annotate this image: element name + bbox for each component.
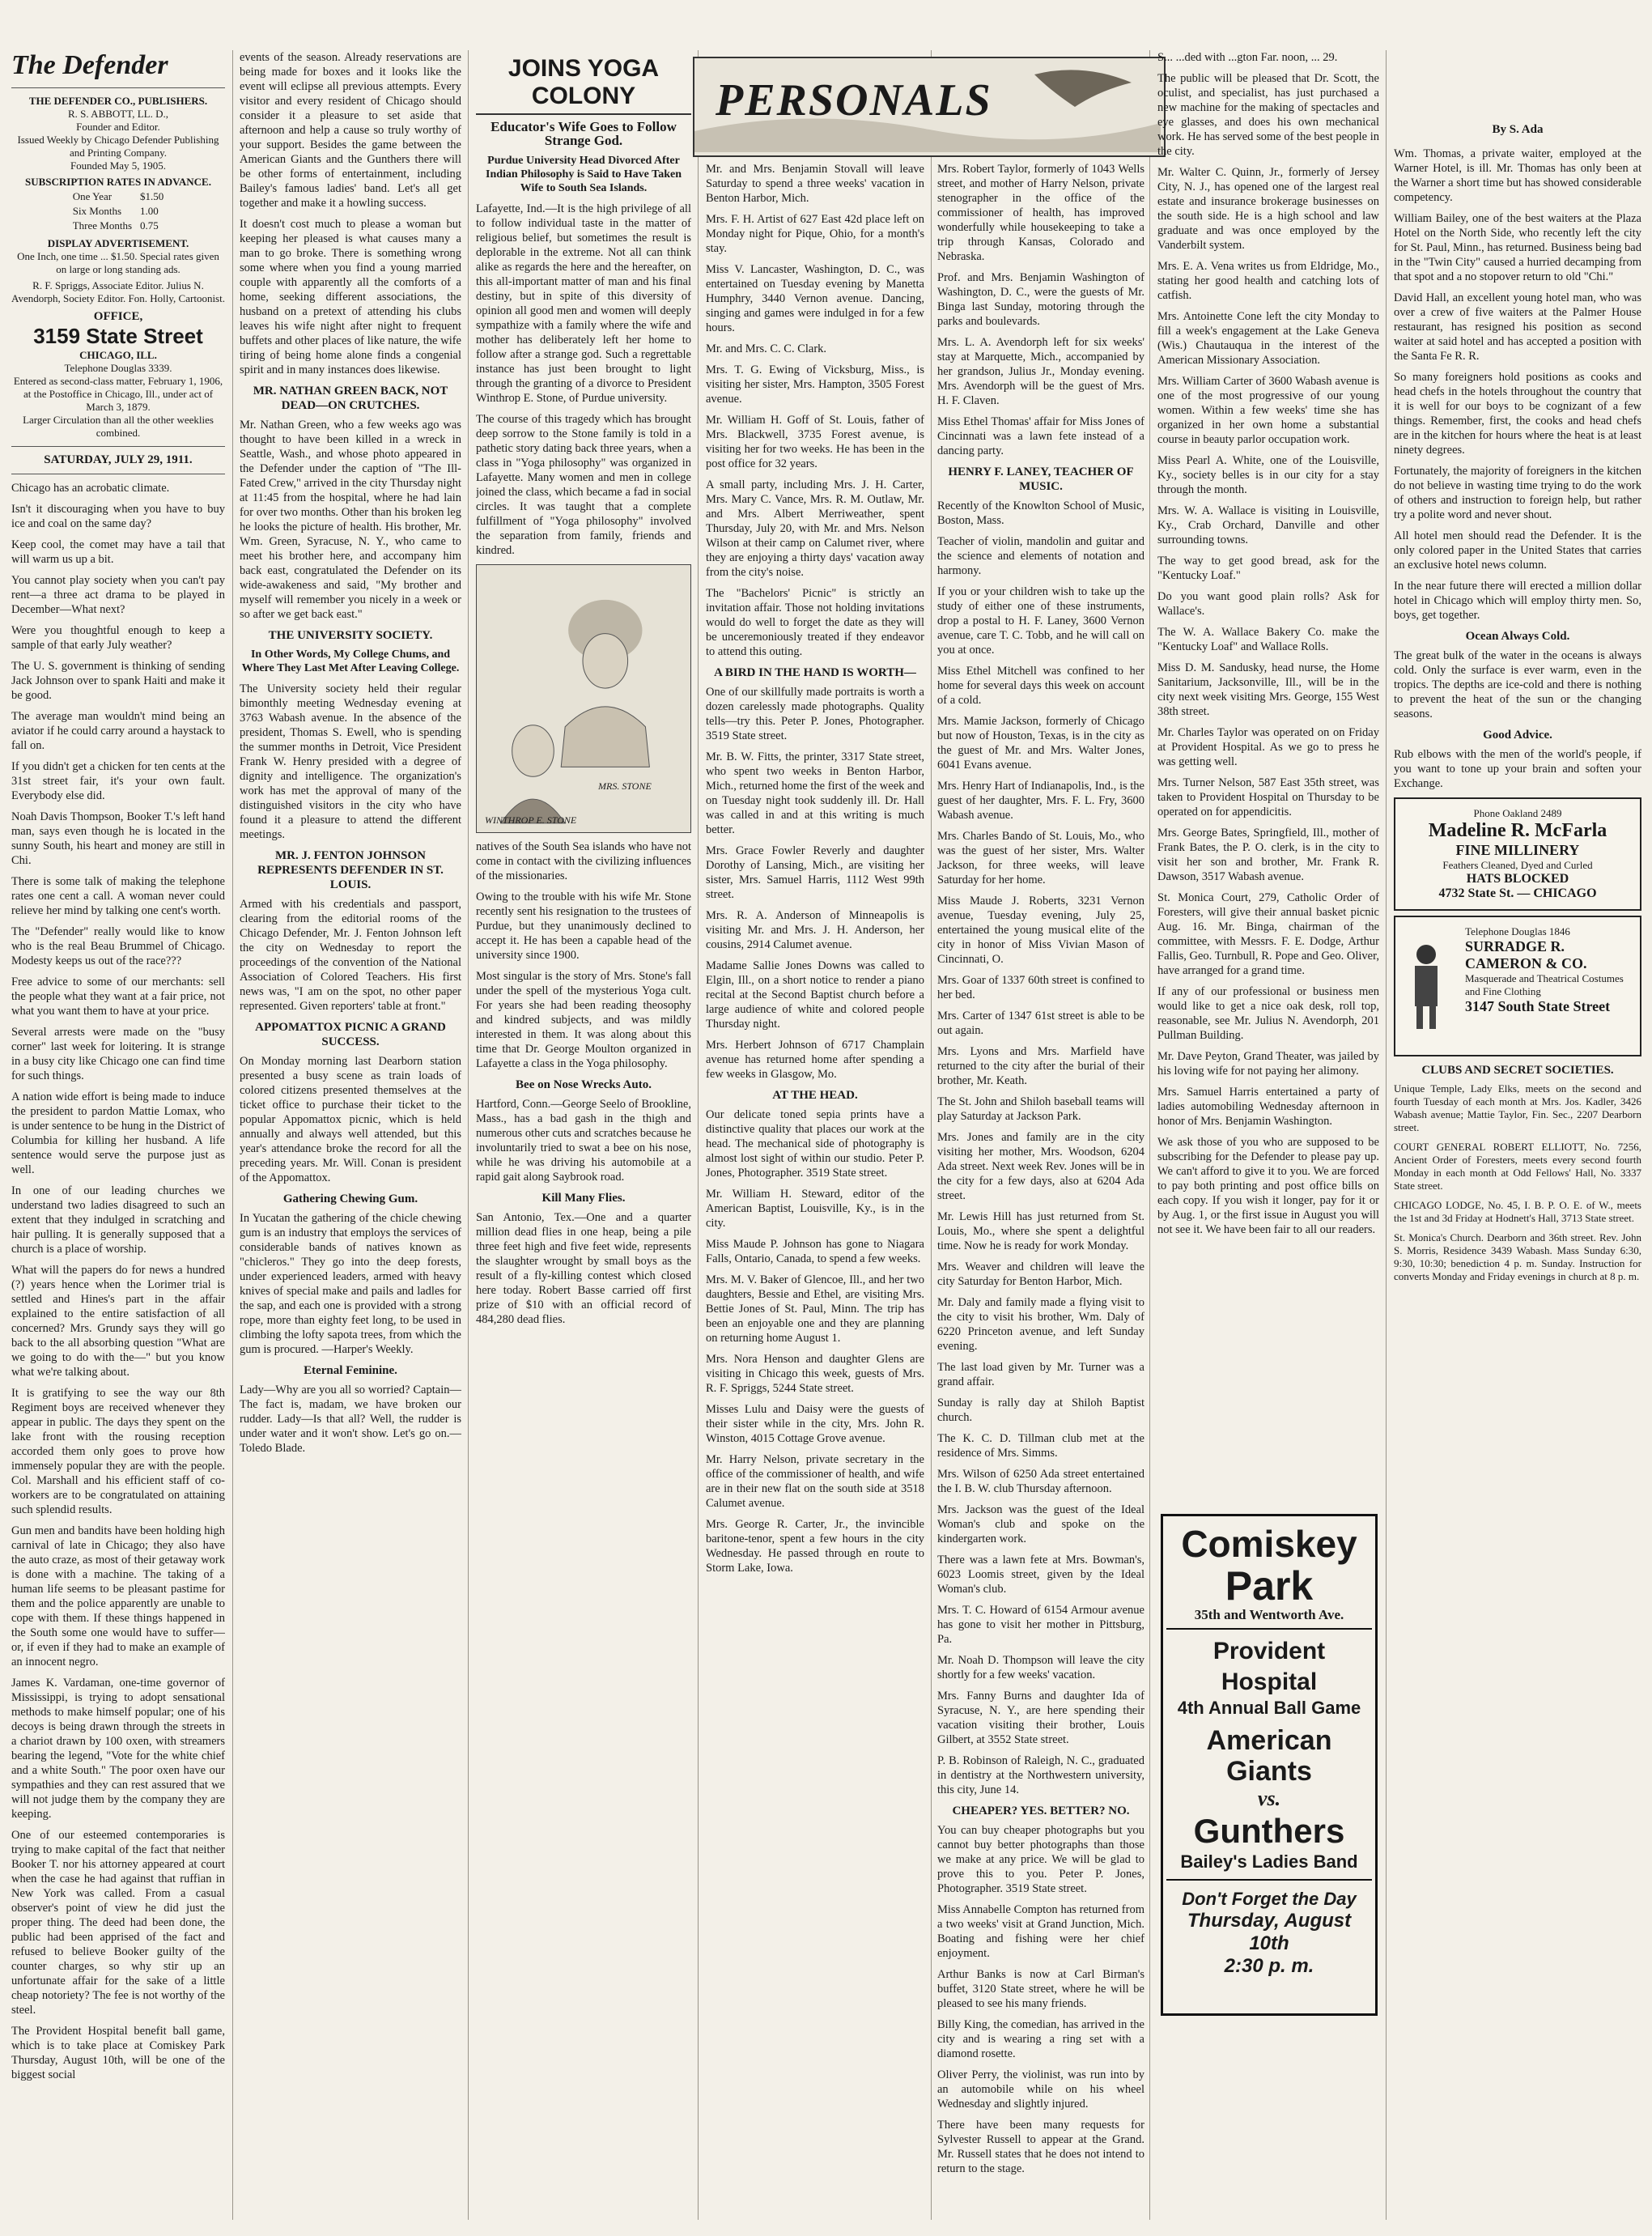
ad-detail: Feathers Cleaned, Dyed and Curled xyxy=(1442,859,1593,871)
circulation-line: Larger Circulation than all the other weeklies combined. xyxy=(23,414,214,439)
paragraph: One of our skillfully made portraits is worth a dozen carelessly made photographs. Quality tells—try this. Peter P. Jones, Photographer. 3519 State street. xyxy=(706,686,924,742)
ad-phone: Phone Oakland 2489 xyxy=(1473,807,1562,819)
paragraph: Mrs. F. H. Artist of 627 East 42d place left on Monday night for Pique, Ohio, for a month's stay. xyxy=(706,213,924,255)
column-two xyxy=(240,50,461,2220)
issued-line: Issued Weekly by Chicago Defender Publishing and Printing Company. xyxy=(17,134,219,159)
column-seven xyxy=(1394,50,1641,2220)
ad-line: 35th and Wentworth Ave. xyxy=(1166,1607,1372,1630)
paragraph: Chicago has an acrobatic climate. xyxy=(11,482,170,495)
paragraph: Mrs. Henry Hart of Indianapolis, Ind., is the guest of her daughter, Mrs. F. L. Fry, 3600 Wabash avenue. xyxy=(937,780,1145,822)
ad-line: Thursday, August 10th xyxy=(1187,1910,1352,1954)
paragraph: Mrs. Lyons and Mrs. Marfield have returned to the city after the burial of their brother, Mr. Keath. xyxy=(937,1045,1145,1087)
byline: By S. Ada xyxy=(1492,123,1544,136)
editor-title: Founder and Editor. xyxy=(76,121,160,133)
paragraph: Mrs. R. A. Anderson of Minneapolis is visiting Mr. and Mrs. J. H. Anderson, her cousins, 2914 Calumet avenue. xyxy=(706,909,924,951)
paragraph: A small party, including Mrs. J. H. Carter, Mrs. Mary C. Vance, Mrs. R. M. Outlaw, Mr. and Mrs. Albert Merriweather, spent Thursday, July 20, with Mr. and Mrs. Nelson Wilson at their camp on Calumet river, where they are enjoying a thirty days' vacation away from the city's noise. xyxy=(706,478,924,579)
ad-mcfarland: Phone Oakland 2489 Madeline R. McFarla FINE MILLINERY Feathers Cleaned, Dyed and Curled HATS BLOCKED 4732 State St. — CHICAGO xyxy=(1394,797,1641,911)
headline: Gathering Chewing Gum. xyxy=(282,1192,418,1205)
paragraph: Misses Lulu and Daisy were the guests of their sister while in the city, Mrs. John R. Winston, 4015 Cottage Grove avenue. xyxy=(706,1403,924,1445)
paragraph: There was a lawn fete at Mrs. Bowman's, 6023 Loomis street, given by the Ideal Woman's club. xyxy=(937,1554,1145,1596)
paragraph: The average man wouldn't mind being an aviator if he could carry around a haystack to fall on. xyxy=(11,710,225,752)
personals-list-2 xyxy=(937,162,1145,2176)
paragraph: The University society held their regular bimonthly meeting Wednesday evening at 3763 Wabash avenue. In the absence of the president, Thomas S. Ewell, who is spending the summer months in Detroit, Vice President Frank W. Henry presided with a degree of dignity and intelligence. The organization's work has met the approval of many of the distinguished visitors in the city who have found it a pleasure to attend the different meetings. xyxy=(240,682,461,841)
ad-name: Madeline R. McFarla xyxy=(1428,820,1607,841)
paragraph: Sunday is rally day at Shiloh Baptist church. xyxy=(937,1396,1145,1424)
paragraph: A nation wide effort is being made to induce the president to pardon Mattie Lomax, who is under sentence to be hung in the District of Columbia for killing her husband. A life sentence would serve the purpose just as well. xyxy=(11,1090,225,1176)
ad-line: vs. xyxy=(1257,1787,1281,1810)
paragraph: You can buy cheaper photographs but you cannot buy better photographs than those we make at any price. We will be glad to prove this to you. Peter P. Jones, Photographer. 3519 State street. xyxy=(937,1824,1145,1895)
paragraph: There is some talk of making the telephone rates one cent a call. A woman never could relieve her mind by talking one cent's worth. xyxy=(11,875,225,917)
club-listing: CHICAGO LODGE, No. 45, I. B. P. O. E. of W., meets the 1st and 3d Friday at Hodnett's Hall, 3713 State street. xyxy=(1394,1199,1641,1224)
paragraph: In the near future there will erected a million dollar hotel in Chicago which will employ thirty men. So, boys, get together. xyxy=(1394,580,1641,622)
photo-caption: WINTHROP E. STONE xyxy=(485,814,577,826)
column-rule xyxy=(931,50,932,2220)
paragraph: Hartford, Conn.—George Seelo of Brookline, Mass., has a bad gash in the thigh and numerous other cuts and scratches because he involuntarily tried to swat a bee on his nose, while he was driving his automobile at a rapid gait along Saybrook road. xyxy=(476,1098,691,1184)
masthead-title: The Defender xyxy=(11,50,168,80)
paragraph: Mrs. Charles Bando of St. Louis, Mo., who was the guest of her sister, Mrs. Walter Jackson, for three weeks, will leave Saturday for her home. xyxy=(937,830,1145,886)
ad-line: Comiskey xyxy=(1181,1523,1357,1565)
paragraph: Most singular is the story of Mrs. Stone's fall under the spell of the mysterious Yoga cult. For years she had been reading theosophy and kindred subjects, and was mildly interested in them. It was along about this time that Dr. George Moulton organized in Lafayette a class in the Yoga philosophy. xyxy=(476,970,691,1070)
ad-detail: Masquerade and Theatrical Costumes and Fine Clothing xyxy=(1465,972,1624,997)
paragraph: Mrs. Herbert Johnson of 6717 Champlain avenue has returned home after spending a few weeks in Glasgow, Mo. xyxy=(706,1039,924,1081)
paragraph: The U. S. government is thinking of sending Jack Johnson over to spank Haiti and make it be good. xyxy=(11,660,225,702)
paragraph: St. Monica Court, 279, Catholic Order of Foresters, will give their annual basket picnic Aug. 16. Mr. Binga, chairman of the committee, with Messrs. F. E. Dodge, Arthur Fallis, Geo. Turnbull, R. Pope and Geo. Oliver, have arranged for a grand time. xyxy=(1157,891,1379,977)
paragraph: Mrs. Mamie Jackson, formerly of Chicago but now of Houston, Texas, is in the city as the guest of Mr. and Mrs. Walter Jones, 6041 Evans avenue. xyxy=(937,715,1145,772)
paragraph: Miss Annabelle Compton has returned from a two weeks' visit at Grand Junction, Mich. Boating and fishing were her chief enjoyment. xyxy=(937,1903,1145,1960)
headline: Good Advice. xyxy=(1483,729,1552,742)
portrait-illustration xyxy=(476,564,691,833)
paragraph: Mrs. George Bates, Springfield, Ill., mother of Frank Bates, the P. O. clerk, is in the city to visit her son and brother, Mr. Frank R. Dawson, 3517 Wabash avenue. xyxy=(1157,827,1379,883)
ad-address: 4732 State St. xyxy=(1438,886,1514,900)
paragraph: P. B. Robinson of Raleigh, N. C., graduated in dentistry at the Northwestern university, this city, June 14. xyxy=(937,1754,1145,1796)
column-five xyxy=(937,162,1145,2220)
paragraph: Mr. B. W. Fitts, the printer, 3317 State street, who spent two weeks in Benton Harbor, Mich., returned home the first of the week and on Tuesday night took suddenly ill. Dr. Hall was called in and at this writing is much better. xyxy=(706,750,924,836)
office-phone: Telephone Douglas 3339. xyxy=(64,362,172,374)
ad-line: American Giants xyxy=(1206,1725,1332,1787)
hotel-news xyxy=(1394,147,1641,623)
paragraph: It doesn't cost much to please a woman but keeping her pleased is what causes many a man to go broke. There is something wrong some where when you find a young married couple with apparently all the comforts of a home, seeking different associations, the husband on a pretext of attending his clubs leaves his wife night after night to frequent buffets and other places of like nature, the wife tiring of being home alone finds a congenial spirit and in many instances does likewise. xyxy=(240,218,461,376)
paragraph: Miss Ethel Mitchell was confined to her home for several days this week on account of a cold. xyxy=(937,665,1145,707)
paragraph: If you or your children wish to take up the study of either one of these instruments, drop a postal to H. F. Laney, 3600 Vernon avenue, care T. C. Tobb, and he will call on you at once. xyxy=(937,585,1145,657)
headline: Bee on Nose Wrecks Auto. xyxy=(516,1078,652,1091)
ad-line: 4th Annual Ball Game xyxy=(1177,1698,1361,1718)
paragraph: Mrs. Jackson was the guest of the Ideal Woman's club and spoke on the kindergarten work. xyxy=(937,1503,1145,1545)
office-head: OFFICE, xyxy=(93,310,143,323)
ad-line: Park xyxy=(1225,1563,1314,1609)
headline: APPOMATTOX PICNIC A GRAND SUCCESS. xyxy=(255,1021,446,1048)
subheadline: Purdue University Head Divorced After Indian Philosophy is Said to Have Taken Wife to South Sea Islands. xyxy=(486,155,682,194)
paragraph: Mr. William H. Goff of St. Louis, father of Mrs. Blackwell, 3735 Forest avenue, is visiting her for two weeks. He has been in the post office for 32 years. xyxy=(706,414,924,470)
headline: Kill Many Flies. xyxy=(541,1192,626,1205)
headline: CLUBS AND SECRET SOCIETIES. xyxy=(1421,1064,1614,1077)
paragraph: What will the papers do for news a hundred (?) years hence when the Lorimer trial is settled and Hines's part in the affair explained to the entire satisfaction of all concerned? Mrs. Grundy says they will go back to the all absorbing question "What are we going to do with the—" but you know what we're talking about. xyxy=(11,1264,225,1379)
column-rule xyxy=(232,50,233,2220)
paragraph: Mr. Nathan Green, who a few weeks ago was thought to have been killed in a wreck in Seattle, Wash., and whose photo appeared in the Defender under the caption of "The Ill-Fated Crew," arrived in the city Thursday night at 11:45 from the hospital, where he had lain for over two months. Other than his broken leg he looks the picture of health. His brother, Mr. Wm. Green, Syracuse, N. Y., who came to meet his brother here, and accompany him back east, congratulated the Defender on its wide-awakeness and said, "My brother and myself will remember you nicely in a week or so after we get back east." xyxy=(240,419,461,621)
paragraph: Wm. Thomas, a private waiter, employed at the Warner Hotel, is ill. Mr. Thomas has only been at the Warner a short time but has showed considerable competency. xyxy=(1394,147,1641,204)
paragraph: Teacher of violin, mandolin and guitar and the science and elements of notation and harmony. xyxy=(937,535,1145,577)
club-listing: COURT GENERAL ROBERT ELLIOTT, No. 7256, Ancient Order of Foresters, meets every second fourth Monday in each month at Odd Fellows' Hall, No. 3337 State street. xyxy=(1394,1141,1641,1192)
ad-hats: HATS BLOCKED xyxy=(1466,872,1569,886)
paragraph: Billy King, the comedian, has arrived in the city and is wearing a ring set with a diamond rosette. xyxy=(937,2018,1145,2060)
paragraph: Mrs. Samuel Harris entertained a party of ladies automobiling Wednesday afternoon in honor of Mrs. Benjamin Washington. xyxy=(1157,1086,1379,1128)
paragraph: The last load given by Mr. Turner was a grand affair. xyxy=(937,1361,1145,1388)
paragraph: Mr. Noah D. Thompson will leave the city shortly for a few weeks' vacation. xyxy=(937,1654,1145,1681)
paragraph: It is gratifying to see the way our 8th Regiment boys are received whenever they appear in public. The days they spent on the lake front with the rousing reception accorded them only goes to prove how immensely popular they are with the people. Col. Marshall and his efficient staff of co-workers are to be congratulated on attaining such splendid results. xyxy=(11,1387,225,1516)
paragraph: Mrs. Fanny Burns and daughter Ida of Syracuse, N. Y., are here spending their vacation visiting their brother, Louis Gilbert, at 3552 State street. xyxy=(937,1690,1145,1746)
ad-line: Gunthers xyxy=(1193,1812,1345,1850)
column-rule xyxy=(1149,50,1150,2220)
paragraph: Miss Maude P. Johnson has gone to Niagara Falls, Ontario, Canada, to spend a few weeks. xyxy=(706,1238,924,1265)
paragraph: If any of our professional or business men would like to get a nice oak desk, roll top, reasonable, see Mr. Julius N. Avendorph, 201 Pullman Building. xyxy=(1157,985,1379,1042)
paragraph: One of our esteemed contemporaries is trying to make capital of the fact that neither Booker T. nor his attorney appeared at court when the case he had against that ruffian in New York was called. From a casual observer's point of view he did just the proper thing. The deed had been done, the public had been apprised of the fact and refused to believe Booker guilty of the counter charges, so why stir up an unfortunate affair for the sake of a little cheap notoriety? The fee is not worthy of the steel. xyxy=(11,1829,225,2017)
paragraph: Mrs. W. A. Wallace is visiting in Louisville, Ky., Crab Orchard, Danville and other surrounding towns. xyxy=(1157,504,1379,546)
paragraph: Fortunately, the majority of foreigners in the kitchen do not believe in wasting time trying to do the work of others and instruction to foreign help, but rather try a polite word and never shout. xyxy=(1394,465,1641,521)
ad-cameron xyxy=(1394,916,1641,1056)
paragraph: Mrs. Nora Henson and daughter Glens are visiting in Chicago this week, guests of Mrs. R. F. Spriggs, 5244 State street. xyxy=(706,1353,924,1395)
banner-title: PERSONALS xyxy=(716,75,992,125)
subscription-head: SUBSCRIPTION RATES IN ADVANCE. xyxy=(25,176,211,188)
ad-line: Provident Hospital xyxy=(1212,1638,1326,1695)
paragraph: James K. Vardaman, one-time governor of Mississippi, is trying to adopt sensational methods to make himself popular; one of his decoys is being drawn through the streets in a chariot drawn by 100 oxen, with streamers bearing the legend, "Vote for the white chief and a white South." The poor oxen have our sympathies and they can rest assured that we will not judge them by the company they are keeping. xyxy=(11,1677,225,1821)
paragraph: Mr. Walter C. Quinn, Jr., formerly of Jersey City, N. J., has opened one of the largest real estate and insurance brokerage businesses on the south side. He is a high school and law graduate and was once employed by the Vanderbilt system. xyxy=(1157,166,1379,252)
paragraph: Madame Sallie Jones Downs was called to Elgin, Ill., on a short notice to render a piano recital at the Second Baptist church before a large audience of white and colored people Thursday night. xyxy=(706,959,924,1031)
paragraph: Mr. Dave Peyton, Grand Theater, was jailed by his loving wife for not paying her alimony. xyxy=(1157,1050,1379,1078)
paragraph: The "Bachelors' Picnic" is strictly an invitation affair. Those not holding invitations would do well to forget the date as they will be unceremoniously treated if they endeavor to attend this outing. xyxy=(706,587,924,658)
paragraph: All hotel men should read the Defender. It is the only colored paper in the United States that carries an exclusive hotel news column. xyxy=(1394,529,1641,572)
paragraph: Miss Maude J. Roberts, 3231 Vernon avenue, Tuesday evening, July 25, entertained the young musical elite of the city in honor of Miss Vivian Mason of Cincinnati, O. xyxy=(937,895,1145,966)
paragraph: Several arrests were made on the "busy corner" last week for loitering. It is strange in a busy city like Chicago one can find time for such things. xyxy=(11,1026,225,1082)
paragraph: Mr. Daly and family made a flying visit to the city to visit his brother, Wm. Daly of 6220 Princeton avenue, and left Sunday evening. xyxy=(937,1296,1145,1353)
paragraph: The W. A. Wallace Bakery Co. make the "Kentucky Loaf" and Wallace Rolls. xyxy=(1157,626,1379,653)
paragraph: The way to get good bread, ask for the "Kentucky Loaf." xyxy=(1157,555,1379,582)
editor-name: R. S. ABBOTT, LL. D., xyxy=(68,108,168,120)
headline: HENRY F. LANEY, TEACHER OF MUSIC. xyxy=(948,465,1134,493)
entered-line: Entered as second-class matter, February 1, 1906, at the Postoffice in Chicago, Ill., under act of March 3, 1879. xyxy=(13,375,223,413)
paragraph: There have been many requests for Sylvester Russell to appear at the Grand. Mr. Russell states that he does not intend to return to the stage. xyxy=(937,2119,1145,2175)
paragraph: Keep cool, the comet may have a tail that will warm us up a bit. xyxy=(11,538,225,566)
paragraph: Mr. Charles Taylor was operated on on Friday at Provident Hospital. As we go to press he was getting well. xyxy=(1157,726,1379,768)
paragraph: Gun men and bandits have been holding high carnival of late in Chicago; they also have the auto craze, as most of their getaway work is done with a machine. The taking of a human life seems to be pleasant pastime for them and the police apparently are unable to cope with them. If these things happened in the South some one would have to suffer—or, if even if they had to make an example of an innocent negro. xyxy=(11,1524,225,1668)
paragraph: Were you thoughtful enough to keep a sample of that early July weather? xyxy=(11,624,225,652)
paragraph: Mrs. Antoinette Cone left the city Monday to fill a week's engagement at the Lake Geneva (Wis.) Chautauqua in the interest of the American Missionary Association. xyxy=(1157,310,1379,367)
paragraph: Mrs. Weaver and children will leave the city Saturday for Benton Harbor, Mich. xyxy=(937,1260,1145,1288)
paragraph: Mrs. L. A. Avendorph left for six weeks' stay at Marquette, Mich., accompanied by her grandson, Julius Jr., Monday evening. Mrs. Avendorph will be the guest of Mrs. H. F. Claven. xyxy=(937,336,1145,407)
column-rule xyxy=(1386,50,1387,2220)
club-listing: St. Monica's Church. Dearborn and 36th street. Rev. John S. Morris, Residence 3439 Wabash. Mass Sunday 6:30, 9:30, 10:30; benediction 4 p. m. Sunday. Instruction for converts Monday and Friday evenings in church at 8 p. m. xyxy=(1394,1231,1641,1282)
paragraph: William Bailey, one of the best waiters at the Plaza Hotel on the North Side, who recently left the city for St. Paul, Minn., has returned. Business being bad in the "Twin City" caused a hurried decamping from that spot and a no stopover return to old "Chi." xyxy=(1394,212,1641,283)
paragraph: natives of the South Sea islands who have not come in contact with the civilizing influences of the missionaries. xyxy=(476,840,691,882)
paragraph: Mr. William H. Steward, editor of the American Baptist, Louisville, Ky., is in the city. xyxy=(706,1188,924,1230)
paragraph: Mrs. George R. Carter, Jr., the invincible baritone-tenor, spent a few hours in the city Wednesday. He passed through en route to Storm Lake, Iowa. xyxy=(706,1518,924,1575)
ad-line: Don't Forget the Day xyxy=(1182,1889,1357,1909)
display-head: DISPLAY ADVERTISEMENT. xyxy=(47,237,189,249)
paragraph: We ask those of you who are supposed to be subscribing for the Defender to please pay up. We can't afford to give it to you. We are forced to pay both printing and post office bills on each copy. If you wish it longer, pay for it or by Aug. 1, or the first issue in August you will not see it. We have been fair to all our readers. xyxy=(1157,1136,1379,1236)
club-listing: Unique Temple, Lady Elks, meets on the second and fourth Tuesday of each month at Mrs. Jos. Kadler, 3426 Wabash avenue; Mattie Taylor, Fin. Sec., 2207 Dearborn street. xyxy=(1394,1082,1641,1133)
personals-list-3 xyxy=(1157,50,1379,1237)
photo-caption: MRS. STONE xyxy=(598,780,652,792)
paragraph: events of the season. Already reservations are being made for boxes and it looks like the event will eclipse all previous attempts. Every visitor and every resident of Chicago should consider it a pleasure to set aside that afternoon and help a cause so truly worthy of your support. Besides the game between the American Giants and the Gunthers there will be other forms of entertainment, including Bailey's famous ladies' band. Let's all get together and make it a howling success. xyxy=(240,51,461,210)
paragraph: Mrs. William Carter of 3600 Wabash avenue is one of the most progressive of our young women. Within a few weeks' time she has organized in her own home a substantial course in beauty parlor occupation work. xyxy=(1157,375,1379,446)
paragraph: Miss D. M. Sandusky, head nurse, the Home Sanitarium, Jacksonville, Ill., will be in the city next week visiting Mrs. George, 155 West 38th street. xyxy=(1157,661,1379,718)
paragraph: Mrs. Wilson of 6250 Ada street entertained the I. B. W. club Thursday afternoon. xyxy=(937,1468,1145,1495)
paragraph: Rub elbows with the men of the world's people, if you want to tone up your brain and soften your Exchange. xyxy=(1394,748,1641,790)
column-rule xyxy=(698,50,699,2220)
paragraph: Free advice to some of our merchants: sell the people what they want at a fair price, not what you want them to have at your price. xyxy=(11,976,225,1018)
paragraph: Mr. Lewis Hill has just returned from St. Louis, Mo., where she spent a delightful time. Now he is ready for work Monday. xyxy=(937,1210,1145,1252)
column-editorial xyxy=(11,50,225,2220)
headline: Ocean Always Cold. xyxy=(1465,630,1570,643)
ad-address: 3147 South State Street xyxy=(1465,998,1611,1014)
ad-line: Bailey's Ladies Band xyxy=(1166,1851,1372,1881)
office-address: 3159 State Street xyxy=(33,324,203,348)
paragraph: Mr. Harry Nelson, private secretary in the office of the commissioner of health, and wife are in their new flat on the south side at 3518 Calumet avenue. xyxy=(706,1453,924,1510)
paragraph: Prof. and Mrs. Benjamin Washington of Washington, D. C., were the guests of Mr. Binga last Sunday, motoring through the parks and boulevards. xyxy=(937,271,1145,328)
personals-list xyxy=(706,162,924,1575)
paragraph: Mr. and Mrs. C. C. Clark. xyxy=(706,342,827,355)
founded-line: Founded May 5, 1905. xyxy=(70,159,167,172)
headline: CHEAPER? YES. BETTER? NO. xyxy=(952,1805,1130,1817)
paragraph: Mrs. Goar of 1337 60th street is confined to her bed. xyxy=(937,974,1145,1001)
column-three xyxy=(476,50,691,2220)
paragraph: The Provident Hospital benefit ball game, which is to take place at Comiskey Park Thursday, August 10th, will be one of the biggest social xyxy=(11,2025,225,2081)
headline: MR. NATHAN GREEN BACK, NOT DEAD—ON CRUTCHES. xyxy=(253,385,448,412)
paragraph: You cannot play society when you can't pay rent—a three act drama to be played in December—What next? xyxy=(11,574,225,616)
publisher-line: THE DEFENDER CO., PUBLISHERS. xyxy=(28,95,208,107)
paragraph: The "Defender" really would like to know who is the real Beau Brummel of Chicago. Modesty keeps us out of the race??? xyxy=(11,925,225,967)
paragraph: Oliver Perry, the violinist, was run into by an automobile while on his wheel Wednesday and slightly injured. xyxy=(937,2068,1145,2111)
paragraph: In Yucatan the gathering of the chicle chewing gum is an industry that employs the services of considerable bands of natives known as "chicleros." They go into the deep forests, under experienced leaders, armed with heavy knives of special make and pails and ladles for the sap, and each one is provided with a strong rope, more than eighty feet long, to be used in climbing the lofty sapota trees, from which the gum is procured. —Harper's Weekly. xyxy=(240,1212,461,1356)
headline-yoga: JOINS YOGA COLONY xyxy=(476,55,691,115)
headline: MR. J. FENTON JOHNSON REPRESENTS DEFENDER IN ST. LOUIS. xyxy=(257,849,444,891)
personals-banner xyxy=(693,57,1166,157)
subheadline: In Other Words, My College Chums, and Where They Last Met After Leaving College. xyxy=(241,648,460,674)
paragraph: Mrs. Robert Taylor, formerly of 1043 Wells street, and mother of Harry Nelson, private stenographer in the office of the commissioner of health, has improved wonderfully while housekeeping to take a trip through Kansas, Colorado and Nebraska. xyxy=(937,163,1145,263)
paragraph: David Hall, an excellent young hotel man, who was over a crew of five waiters at the Palmer House restaurant, has resigned his position as second waiter at said hotel and has accepted a position with the Santa Fe R. R. xyxy=(1394,291,1641,363)
paragraph: Owing to the trouble with his wife Mr. Stone recently sent his resignation to the trustees of Purdue, but they unanimously declined to accept it. He has been a capable head of the university since 1900. xyxy=(476,891,691,962)
issue-date: SATURDAY, JULY 29, 1911. xyxy=(44,453,193,466)
ad-line: 2:30 p. m. xyxy=(1224,1955,1314,1977)
paragraph: Mrs. T. C. Howard of 6154 Armour avenue has gone to visit her mother in Pittsburg, Pa. xyxy=(937,1604,1145,1646)
paragraph: In one of our leading churches we understand two ladies disagreed to such an extent that they indulged in scratching and hair pulling. It is generally supposed that a church is a place of worship. xyxy=(11,1184,225,1256)
display-text: One Inch, one time ... $1.50. Special rates given on large or long standing ads. xyxy=(17,250,219,275)
ad-line: FINE MILLINERY xyxy=(1455,842,1580,858)
paragraph: Mrs. E. A. Vena writes us from Eldridge, Mo., stating her good health and catching lots of catfish. xyxy=(1157,260,1379,302)
paragraph: San Antonio, Tex.—One and a quarter million dead flies in one heap, being a pile three feet high and five feet wide, represents the slaughter wrought by small boys as the result of a fly-killing contest which closed here today. Robert Basse carried off first prize of $10 with an official record of 484,280 dead flies. xyxy=(476,1211,691,1326)
paragraph: Arthur Banks is now at Carl Birman's buffet, 3120 State street, where he will be pleased to see his many friends. xyxy=(937,1968,1145,2010)
paragraph: Mrs. T. G. Ewing of Vicksburg, Miss., is visiting her sister, Mrs. Hampton, 3505 Forest avenue. xyxy=(706,363,924,406)
paragraph: Armed with his credentials and passport, clearing from the editorial rooms of the Chicago Defender, Mr. J. Fenton Johnson left the city on Wednesday to report the proceedings of the convention of the National Association of Colored Teachers. His first news was, "I am on the spot, no other paper represented. Given reporters' table at front." xyxy=(240,898,461,1013)
paragraph: Miss V. Lancaster, Washington, D. C., was entertained on Tuesday evening by Manetta Humphry, 3440 Vernon avenue. Dancing, singing and games were indulged in for a few hours. xyxy=(706,263,924,334)
paragraph: The course of this tragedy which has brought deep sorrow to the Stone family is told in a pathetic story dating back three years, when a class in "Yoga philosophy" was organized in Lafayette. Many women and men in college joined the class, which became a fad in social circles. It was taught that a complete fulfillment of "Yoga philosophy" involved the separation from family, friends and kindred. xyxy=(476,413,691,557)
ad-phone: Telephone Douglas 1846 xyxy=(1465,925,1570,937)
subheadline: Educator's Wife Goes to Follow Strange God. xyxy=(491,119,677,148)
paragraph: On Monday morning last Dearborn station presented a busy scene as train loads of colored citizens presented themselves at the ticket office to purchase their ticket to the popular Appomattox picnic, which is held annually and always well attended, but this year's attendance broke the record for all the preceding years. Mr. Will. Conan is president of the Appomattox. xyxy=(240,1055,461,1184)
paragraph: Miss Ethel Thomas' affair for Miss Jones of Cincinnati was a lawn fete instead of a dancing party. xyxy=(937,415,1145,457)
paragraph: Noah Davis Thompson, Booker T.'s left hand man, says even though he is located in the sunny South, his heart and money are still in Chi. xyxy=(11,810,225,867)
paragraph: The great bulk of the water in the oceans is always cold. Only the surface is ever warm, even in the tropics. The depths are ice-cold and there is nothing to prevent the heat of the sun or the changing seasons. xyxy=(1394,649,1641,721)
paragraph: Recently of the Knowlton School of Music, Boston, Mass. xyxy=(937,499,1145,527)
paragraph: Mrs. Jones and family are in the city visiting her mother, Mrs. Woodson, 6204 Ada street. Next week Rev. Jones will be in the city for a few days, also at 6204 Ada street. xyxy=(937,1131,1145,1202)
paragraph: Mrs. Carter of 1347 61st street is able to be out again. xyxy=(937,1010,1145,1037)
headline: AT THE HEAD. xyxy=(772,1089,858,1102)
paragraph: The K. C. D. Tillman club met at the residence of Mrs. Simms. xyxy=(937,1432,1145,1460)
paragraph: Do you want good plain rolls? Ask for Wallace's. xyxy=(1157,590,1379,618)
editorial-paragraphs xyxy=(11,481,225,2082)
office-city: CHICAGO, ILL. xyxy=(79,349,157,361)
paragraph: Lady—Why are you all so worried? Captain—The fact is, madam, we have broken our rudder. Lady—Is that all? Well, the rudder is under water and it won't show. Let's go on.—Toledo Blade. xyxy=(240,1384,461,1455)
paragraph: Our delicate toned sepia prints have a distinctive quality that places our work at the head. The mechanical side of photography is almost lost sight of within our studio. Peter P. Jones, Photographer. 3519 State street. xyxy=(706,1108,924,1180)
headline: THE UNIVERSITY SOCIETY. xyxy=(268,629,433,642)
paragraph: Isn't it discouraging when you have to buy ice and coal on the same day? xyxy=(11,503,225,530)
costume-figure-icon xyxy=(1402,942,1450,1031)
rates-table: One Year $1.50 Six Months 1.00 Three Months 0.75 xyxy=(72,190,164,232)
paragraph: Mrs. Turner Nelson, 587 East 35th street, was taken to Provident Hospital on Thursday to be operated on for appendicitis. xyxy=(1157,776,1379,818)
paragraph: The St. John and Shiloh baseball teams will play Saturday at Jackson Park. xyxy=(937,1095,1145,1123)
paragraph: Miss Pearl A. White, one of the Louisville, Ky., society belles is in our city for a stay through the month. xyxy=(1157,454,1379,496)
staff-line: R. F. Spriggs, Associate Editor. Julius N. Avendorph, Society Editor. Fon. Holly, Cartoonist. xyxy=(11,279,225,304)
column-rule xyxy=(468,50,469,2220)
paragraph: The public will be pleased that Dr. Scott, the oculist, and specialist, has just purchased a new machine for the making of spectacles and eye glasses, and does his own mechanical work. He has served some of the best people in the city. xyxy=(1157,72,1379,158)
portrait-drawing xyxy=(477,565,690,832)
headline: A BIRD IN THE HAND IS WORTH— xyxy=(714,666,916,679)
column-four xyxy=(706,162,924,2220)
paragraph: Mr. and Mrs. Benjamin Stovall will leave Saturday to spend a three weeks' vacation in Benton Harbor, Mich. xyxy=(706,163,924,205)
clubs-list xyxy=(1394,1082,1641,1283)
ad-city: CHICAGO xyxy=(1533,886,1597,900)
paragraph: Mrs. M. V. Baker of Glencoe, Ill., and her two daughters, Bessie and Ethel, are visiting Mrs. Bettie Jones of St. Paul, Minn. The trip has been an enjoyable one and they are planning on returning home August 1. xyxy=(706,1273,924,1345)
paragraph: Lafayette, Ind.—It is the high privilege of all to follow individual taste in the matter of religious belief, but sometimes the result is deplorable in the extreme. Not all can think alike as regards the here and the hereafter, on this all-important matter of man and his final destiny, but in spite of this diversity of opinion all good men and women will deeply sympathize with a family where the wife and mother has deliberately left her home to follow after a strange god. Such a regrettable instance has just been brought to light through the granting of a divorce to President Winthrop E. Stone, of Purdue university. xyxy=(476,202,691,405)
ad-name: SURRADGE R. CAMERON & CO. xyxy=(1465,938,1587,971)
paragraph: So many foreigners hold positions as cooks and head chefs in the hotels throughout the country that it is well for our boys to be cognizant of a few things. Remember, first, the cooks and head chefs are in the kitchen for hours where the heat is at least ninety degrees. xyxy=(1394,371,1641,457)
paragraph: S... ...ded with ...gton Far. noon, ... 29. xyxy=(1157,51,1338,64)
ad-comiskey-park xyxy=(1161,1514,1378,2016)
paragraph: Mrs. Grace Fowler Reverly and daughter Dorothy of Lansing, Mich., are visiting her sister, Mrs. Samuel Harris, 1112 West 99th street. xyxy=(706,844,924,901)
headline: Eternal Feminine. xyxy=(304,1364,397,1377)
paragraph: If you didn't get a chicken for ten cents at the 31st street fair, it's your own fault. Everybody else did. xyxy=(11,760,225,802)
